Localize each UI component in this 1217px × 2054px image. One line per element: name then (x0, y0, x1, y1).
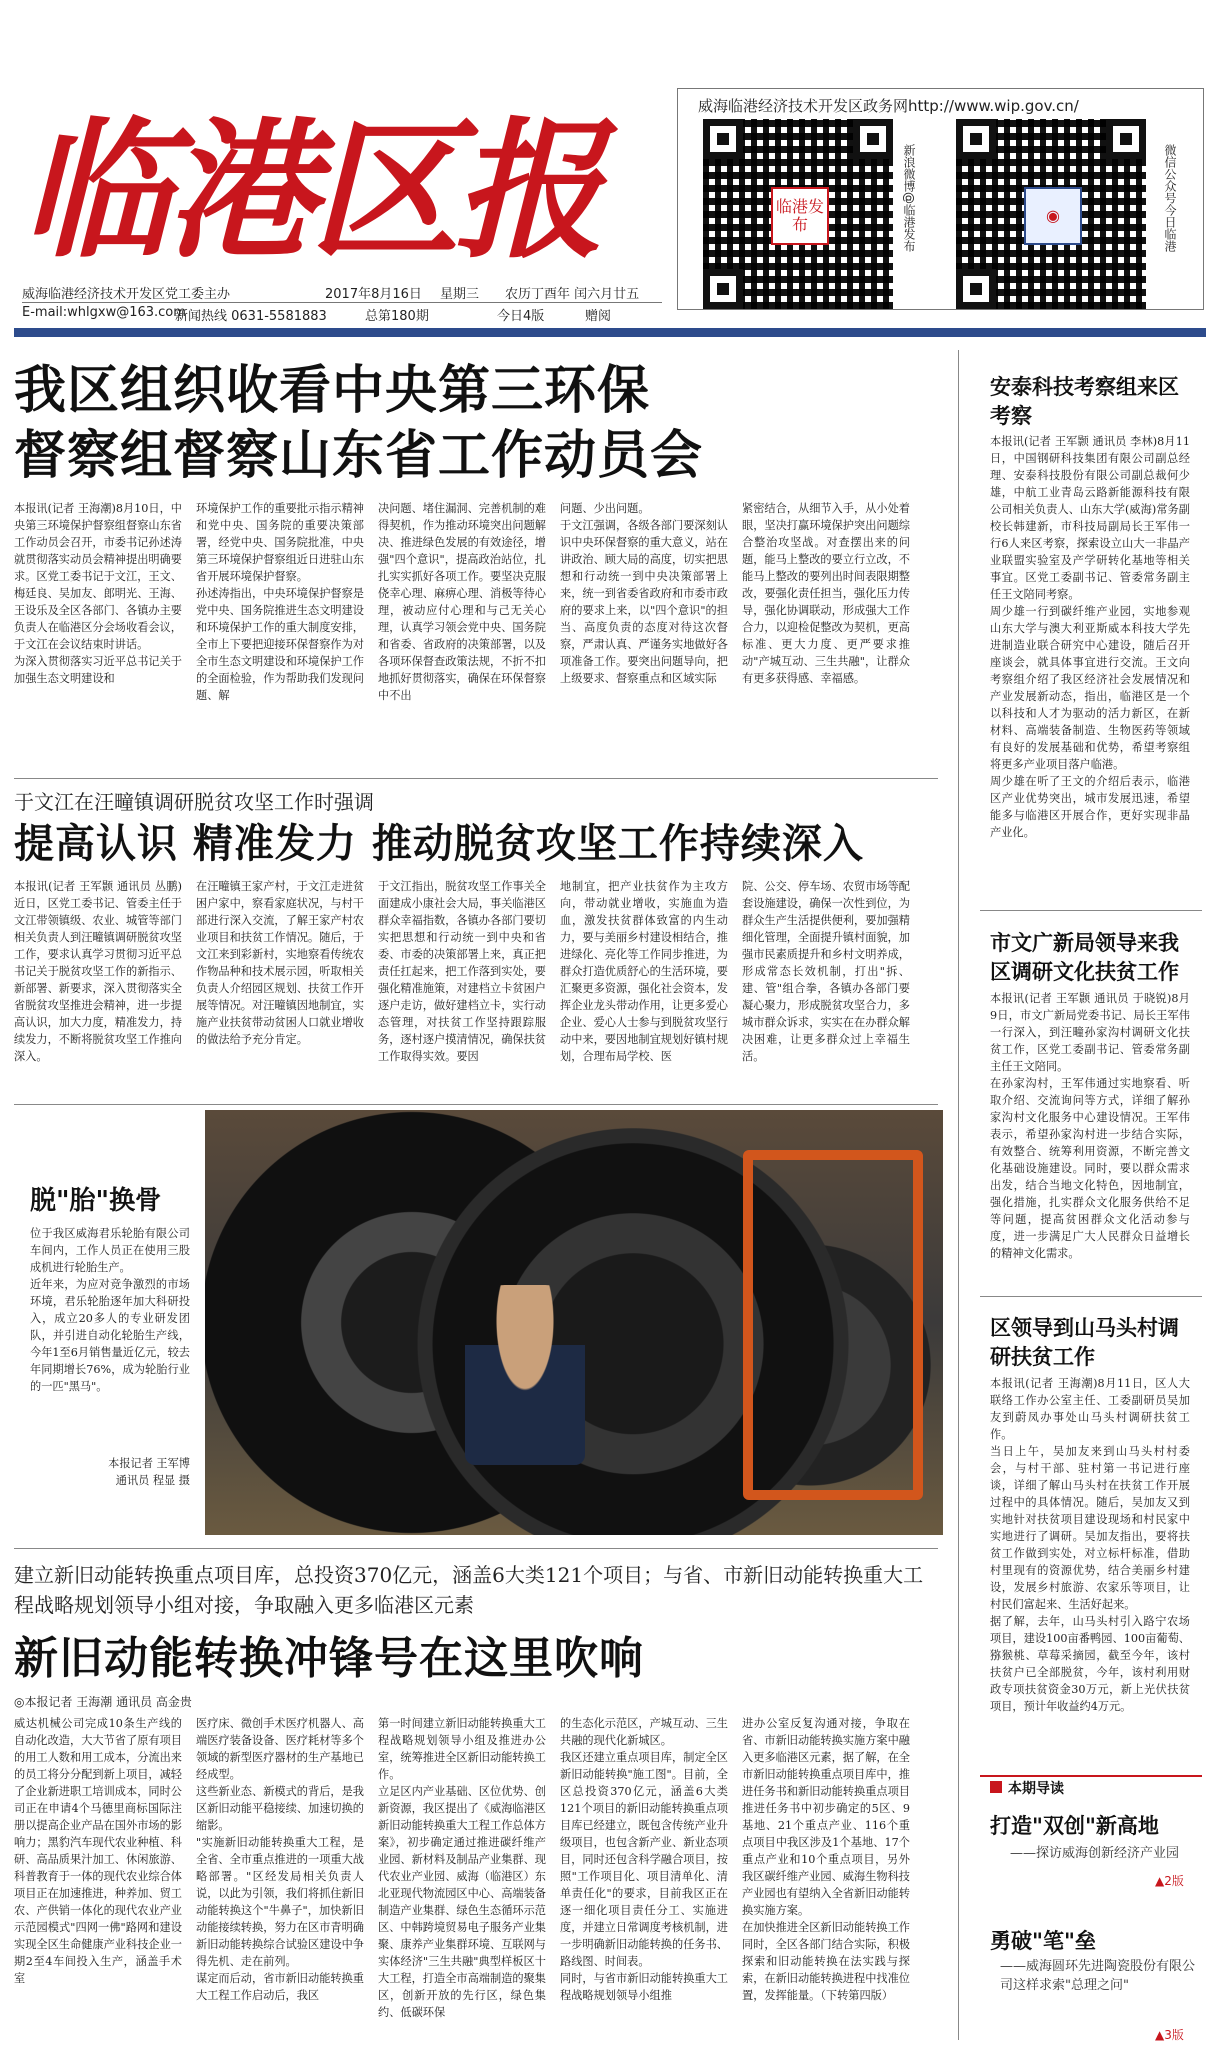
third-col-4: 的生态化示范区，产城互动、三生共融的现代化新城区。 我区还建立重点项目库，制定全区新旧动能转换"施工图"。目前，全区总投资370亿元，涵盖6大类121个项目的新旧动能转换重点项目库已经建立，既包含传统产业升级项目，也包含新产业、新业态项目，同时还包含科学融合项目，按照"工作项目化、项目清单化、清单责任化"的要求，目前我区正在逐一细化项目责任分工、实施进度，并建立日常调度考核机制，进一步明确新旧动能转换的任务书、路线图、时间表。 同时，与省市新旧动能转换重大工程战略规划领导小组推 (560, 1717, 728, 2002)
sponsor-line: 威海临港经济技术开发区党工委主办 (22, 287, 231, 302)
second-kicker: 于文江在汪疃镇调研脱贫攻坚工作时强调 (14, 790, 374, 814)
sidebar-rule-1 (980, 910, 1202, 911)
third-deck: 建立新旧动能转换重点项目库，总投资370亿元，涵盖6大类121个项目；与省、市新旧动能转换重大工程战略规划领导小组对接，争取融入更多临港区元素 (14, 1563, 924, 1617)
guide-item-2-title[interactable]: 勇破"笔"垒 (990, 1928, 1096, 1953)
section-divider-2 (14, 1104, 938, 1105)
guide-item-1-page[interactable]: ▲2版 (1155, 1874, 1184, 1888)
masthead-rule (14, 328, 1206, 337)
photo-feature-text: 位于我区威海君乐轮胎有限公司车间内，工作人员正在使用三股成机进行轮胎生产。 近年来，为应对竞争激烈的市场环境，君乐轮胎逐年加大科研投入，成立20多人的专业研发团队，并引进自动化轮胎生产线，今年1至6月销售量近亿元，较去年同期增长76%，成为轮胎行业的一匹"黑马"。 (30, 1227, 190, 1393)
qr-panel (677, 88, 1204, 310)
wechat-logo-icon: ◉ (1024, 187, 1082, 245)
third-col-2: 医疗床、微创手术医疗机器人、高端医疗装备设备、医疗耗材等多个领域的新型医疗器材的生产基地已经成型。 这些新业态、新模式的背后，是我区新旧动能平稳接续、加速切换的缩影。 "实施新旧动能转换重大工程，是全省、全市重点推进的一项重大战略部署。"区经发局相关负责人说，以此为引领，我们将抓住新旧动能转换这个"牛鼻子"，加快新旧动能接续转换，努力在区市青明确新旧动能转换综合试验区建设中争得先机、走在前列。 谋定而后动，省市新旧动能转换重大工程工作启动后，我区 (196, 1717, 364, 2002)
sidebar-story1-title: 安泰科技考察组来区考察 (990, 374, 1179, 428)
third-col-5: 进办公室反复沟通对接，争取在省、市新旧动能转换实施方案中融入更多临港区元素，据了解，在全市新旧动能转换重点项目库中，推进任务书和新旧动能转换重点项目推进任务书中初步确定的5区、9基地、21个重点产业、116个重点项目中我区涉及1个基地、17个重点产业和10个重点项目，另外我区碳纤维产业园、威海生物科技产业园也有望纳入全省新旧动能转换实施方案。 在加快推进全区新旧动能转换工作同时，全区各部门结合实际，积极探索和旧动能转换在法实践与探索，在新旧动能转换进程中找准位置，发挥能量。（下转第四版） (742, 1717, 910, 2002)
sidebar-story1-text: 本报讯(记者 王军颢 通讯员 李林)8月11日，中国钢研科技集团有限公司副总经理、安泰科技股份有限公司副总裁何少雄，中航工业青岛云路新能源科技有限公司相关负责人、山东大学(威海)常务副校长韩建新，市科技局副局长王军伟一行6人来区考察，探索设立山大一非晶产业联盟实验室及产学研转化基地等相关事宜。区党工委副书记、管委常务副主任王文陪同考察。 周少雄一行到碳纤维产业园，实地参观山东大学与澳大利亚斯威本科技大学先进制造业联合研究中心建设，随后召开座谈会，就具体事宜进行交流。王文向考察组介绍了我区经济社会发展情况和产业发展新动态，指出，临港区是一个以科技和人才为驱动的活力新区，在新材料、高端装备制造、生物医药等领域有良好的发展基础和优势，希望考察组将更多产业项目落户临港。 周少雄在听了王文的介绍后表示，临港区产业优势突出，城市发展迅速，希望能多与临港区开展合作，更好实现非晶产业化。 (990, 435, 1190, 839)
third-col-3: 第一时间建立新旧动能转换重大工程战略规划领导小组及推进办公室，统筹推进全区新旧动能转换工作。 立足区内产业基础、区位优势、创新资源，我区提出了《威海临港区新旧动能转换重大工程工作总体方案》，初步确定通过推进碳纤维产业园、新材料及制品产业集群、现代农业产业园、威海（临港区）东北亚现代物流园区中心、高端装备制造产业集群、绿色生态循环示范区、中韩跨境贸易电子服务产业集聚、康养产业集群环境、互联网与实体经济"三生共融"典型样板区十大工程，打造全市高端制造的聚集区，创新开放的先行区，绿色集约、低碳环保 (378, 1717, 546, 2019)
wechat-qr-code[interactable] (956, 119, 1146, 309)
issue-number: 总第180期 (365, 309, 429, 324)
issue-weekday: 星期三 (440, 287, 480, 302)
sidebar-rule-2 (980, 1296, 1202, 1297)
second-col-2: 在汪疃镇王家产村，于文江走进贫困户家中，察看家庭状况，与村干部进行深入交流，了解王家产村农业项目和扶贫工作情况。随后，于文江来到彩新村，实地察看传统农作物品种和技术展示园，听取相关负责人介绍园区规划、扶贫工作开展等情况。对汪疃镇因地制宜，实施产业扶贫带动贫困人口就业增收的做法给予充分肯定。 (196, 880, 364, 1046)
photo-credit: 本报记者 王军博 通讯员 程显 摄 (108, 1457, 190, 1487)
weibo-caption: 新浪微博@临港发布 (902, 144, 916, 252)
email-line: E-mail:whlgxw@163.com (22, 305, 186, 320)
guide-item-2-page[interactable]: ▲3版 (1155, 2028, 1184, 2042)
hotline-line: 新闻热线 0631-5581883 (175, 309, 327, 324)
third-col-1: 威达机械公司完成10条生产线的自动化改造，大大节省了原有项目的用工人数和用工成本，分流出来的员工将分分配到新上项目，减轻了企业新进职工培训成本，同时公司正在申请4个马德里商标国际注册以提高企业产品在国外市场的影响力；黑豹汽车现代农业种植、科研、高品质果汁加工、休闲旅游、科普教育于一体的现代农业综合体项目正在加速推进，种养加、贸工农、产供销一体化的现代农业产业示范园模式"四网一佛"路网和建设实现全区生命健康产业科技企业一期2至4车间投入生产，涵盖手术室 (14, 1717, 182, 1985)
photo-feature-title: 脱"胎"换骨 (30, 1186, 162, 1216)
issue-date: 2017年8月16日 (325, 287, 422, 302)
linggang-logo: 临港发布 (771, 187, 829, 245)
guide-marker-icon (990, 1781, 1002, 1793)
machine-frame (743, 1150, 923, 1500)
lunar-date: 农历丁酉年 闰六月廿五 (505, 287, 640, 302)
third-byline: ◎本报记者 王海潮 通讯员 高金贵 (14, 1695, 192, 1709)
masthead-divider (22, 302, 662, 303)
lead-col-1: 本报讯(记者 王海潮)8月10日，中央第三环境保护督察组督察山东省工作动员会召开，市委书记孙述涛就贯彻落实动员会精神提出明确要求。区党工委书记于文江，王文、梅廷良、吴加友、郎明光、王海、王设乐及全区各部门、各镇办主要负责人在临港区分会场收看会议，于文江在会议结束时讲话。 为深入贯彻落实习近平总书记关于加强生态文明建设和 (14, 502, 182, 685)
sidebar-story2-title: 市文广新局领导来我区调研文化扶贫工作 (990, 930, 1179, 984)
masthead-title: 临港区报 (22, 103, 599, 279)
website-url: 威海临港经济技术开发区政务网http://www.wip.gov.cn/ (698, 97, 1079, 115)
wechat-caption: 微信公众号今日临港 (1163, 144, 1177, 252)
sidebar-divider (958, 350, 959, 2040)
section-divider-1 (14, 778, 938, 779)
guide-item-2-sub: ——威海圆环先进陶瓷股份有限公司这样求索"总理之问" (1000, 1959, 1196, 1993)
sidebar-story3-title: 区领导到山马头村调研扶贫工作 (990, 1315, 1179, 1369)
lead-headline-2: 督察组督察山东省工作动员会 (14, 425, 704, 486)
weibo-qr-code[interactable] (703, 119, 893, 309)
pages-count: 今日4版 (497, 309, 545, 324)
free-label: 赠阅 (585, 309, 612, 324)
third-headline: 新旧动能转换冲锋号在这里吹响 (14, 1633, 644, 1684)
lead-col-2: 环境保护工作的重要批示指示精神和党中央、国务院的重要决策部署，经党中央、国务院批准，中央第三环境保护督察组近日进驻山东省开展环境保护督察。 孙述涛指出，中央环境保护督察是党中央、国务院推进生态文明建设和环境保护工作的重大制度安排，全市上下要把迎接环保督察作为对全市生态文明建设和环境保护工作的全面检验，作为帮助我们发现问题、解 (196, 502, 364, 702)
tire-factory-photo (205, 1110, 943, 1535)
sidebar-story2-text: 本报讯(记者 王军颢 通讯员 于晓锐)8月9日，市文广新局党委书记、局长王军伟一行深入，到汪疃孙家沟村调研文化扶贫工作，区党工委副书记、管委常务副主任王文陪同。 在孙家沟村，王军伟通过实地察看、听取介绍、交流询问等方式，详细了解孙家沟村文化服务中心建设情况。王军伟表示，希望孙家沟村进一步结合实际，有效整合、统筹利用资源，不断完善文化基础设施建设。同时，要以群众需求出发，结合当地文化特色，因地制宜，强化措施，扎实群众文化服务供给不足等问题，提高贫困群众文化活动参与度，进一步满足广大人民群众日益增长的精神文化需求。 (990, 992, 1190, 1260)
guide-item-1-sub: ——探访威海创新经济产业园 (1010, 1846, 1180, 1861)
worker-figure (465, 1285, 585, 1465)
section-divider-3 (14, 1548, 938, 1549)
second-col-4: 地制宜，把产业扶贫作为主攻方向，带动就业增收，实施血为造血，激发扶贫群体致富的内生动力，要与美丽乡村建设相结合，推进绿化、亮化等工作同步推进，为群众打造优质舒心的生活环境，要汇聚更多资源，强化社会资本，发挥企业龙头带动作用，让更多爱心企业、爱心人士参与到脱贫攻坚行动中来，要因地制宜规划好镇村规划，合理布局学校、医 (560, 880, 728, 1063)
guide-label: 本期导读 (1008, 1781, 1064, 1797)
guide-item-1-title[interactable]: 打造"双创"新高地 (990, 1813, 1159, 1838)
lead-headline-1: 我区组织收看中央第三环保 (14, 360, 651, 421)
second-col-1: 本报讯(记者 王军颢 通讯员 丛鹏)近日，区党工委书记、管委主任于文江带领镇级、农业、城管等部门相关负责人到汪疃镇调研脱贫攻坚工作，要求认真学习贯彻习近平总书记关于脱贫攻坚工作的新指示、新部署、新要求，深入贯彻落实全省脱贫攻坚推进会精神，进一步提高认识，加大力度，精准发力，持续发力，不断将脱贫攻坚工作推向深入。 (14, 880, 182, 1063)
lead-col-4: 问题、少出问题。 于文江强调，各级各部门要深刻认识中央环保督察的重大意义，站在讲政治、顾大局的高度，切实把思想和行动统一到中央决策部署上来，统一到省委省政府和市委市政府的要求上来，以"四个意识"的担当、高度负责的态度对待这次督察，严肃认真、严谨务实地做好各项准备工作。要突出问题导向，把上级要求、督察重点和区域实际 (560, 502, 728, 685)
second-col-3: 于文江指出，脱贫攻坚工作事关全面建成小康社会大局，事关临港区群众幸福指数，各镇办各部门要切实把思想和行动统一到中央和省委、市委的决策部署上来，真正把责任扛起来，把工作落到实处，要强化精准施策，对建档立卡贫困户逐户走访，做好建档立卡，实行动态管理，对扶贫工作坚持跟踪服务，逐村逐户摸清情况，确保扶贫工作取得实效。要因 (378, 880, 546, 1063)
guide-rule (980, 1775, 1202, 1777)
sidebar-story3-text: 本报讯(记者 王海潮)8月11日，区人大联络工作办公室主任、工委副研员吴加友到蔚凤办事处山马头村调研扶贫工作。 当日上午，吴加友来到山马头村村委会，与村干部、驻村第一书记进行座谈，详细了解山马头村在扶贫工作开展过程中的具体情况。随后，吴加友又到实地针对扶贫项目建设现场和村民家中实地进行了调研。吴加友指出，要将扶贫工作做到实处，对立标杆标准，借助村里现有的资源优势，结合美丽乡村建设，发展乡村旅游、农家乐等项目，让村民们富起来、生活好起来。 据了解，去年，山马头村引入路宁农场项目，建设100亩番鸭园、100亩葡萄、猕猴桃、草莓采摘园，截至今年，该村扶贫户已全部脱贫，今年，该村利用财政专项扶贫资金30万元，新上光伏扶贫项目，预计年收益约4万元。 (990, 1377, 1190, 1713)
second-col-5: 院、公交、停车场、农贸市场等配套设施建设，确保一次性到位，为群众生产生活提供便利，要加强精细化管理，全面提升镇村面貌，加强市民素质提升和乡村文明养成，形成常态长效机制，打出"拆、建、管"组合拳，各镇办各部门要凝心聚力，形成脱贫攻坚合力，多城市群众诉求，实实在在办群众解决困难，让更多群众过上幸福生活。 (742, 880, 910, 1063)
lead-col-5: 紧密结合，从细节入手，从小处着眼，坚决打赢环境保护突出问题综合整治攻坚战。对查摆出来的问题，能马上整改的要立行立改，不能马上整改的要列出时间表限期整改，要强化责任担当，强化压力传导，强化协调联动，形成强大工作合力，以迎检促整改为契机，更高标准、更大力度、更严要求推动"产城互动、三生共融"，让群众有更多获得感、幸福感。 (742, 502, 910, 685)
second-headline: 提高认识 精准发力 推动脱贫攻坚工作持续深入 (14, 820, 864, 867)
lead-col-3: 决问题、堵住漏洞、完善机制的难得契机，作为推动环境突出问题解决、推进绿色发展的有效途径，增强"四个意识"，提高政治站位，扎扎实实抓好各项工作。要坚决克服侥幸心理、麻痹心理、消极等待心理，被动应付心理和与己无关心理，认真学习领会党中央、国务院和省委、省政府的决策部署，以及各项环保督查政策法规，不折不扣地抓好贯彻落实，确保在环保督察中不出 (378, 502, 546, 702)
